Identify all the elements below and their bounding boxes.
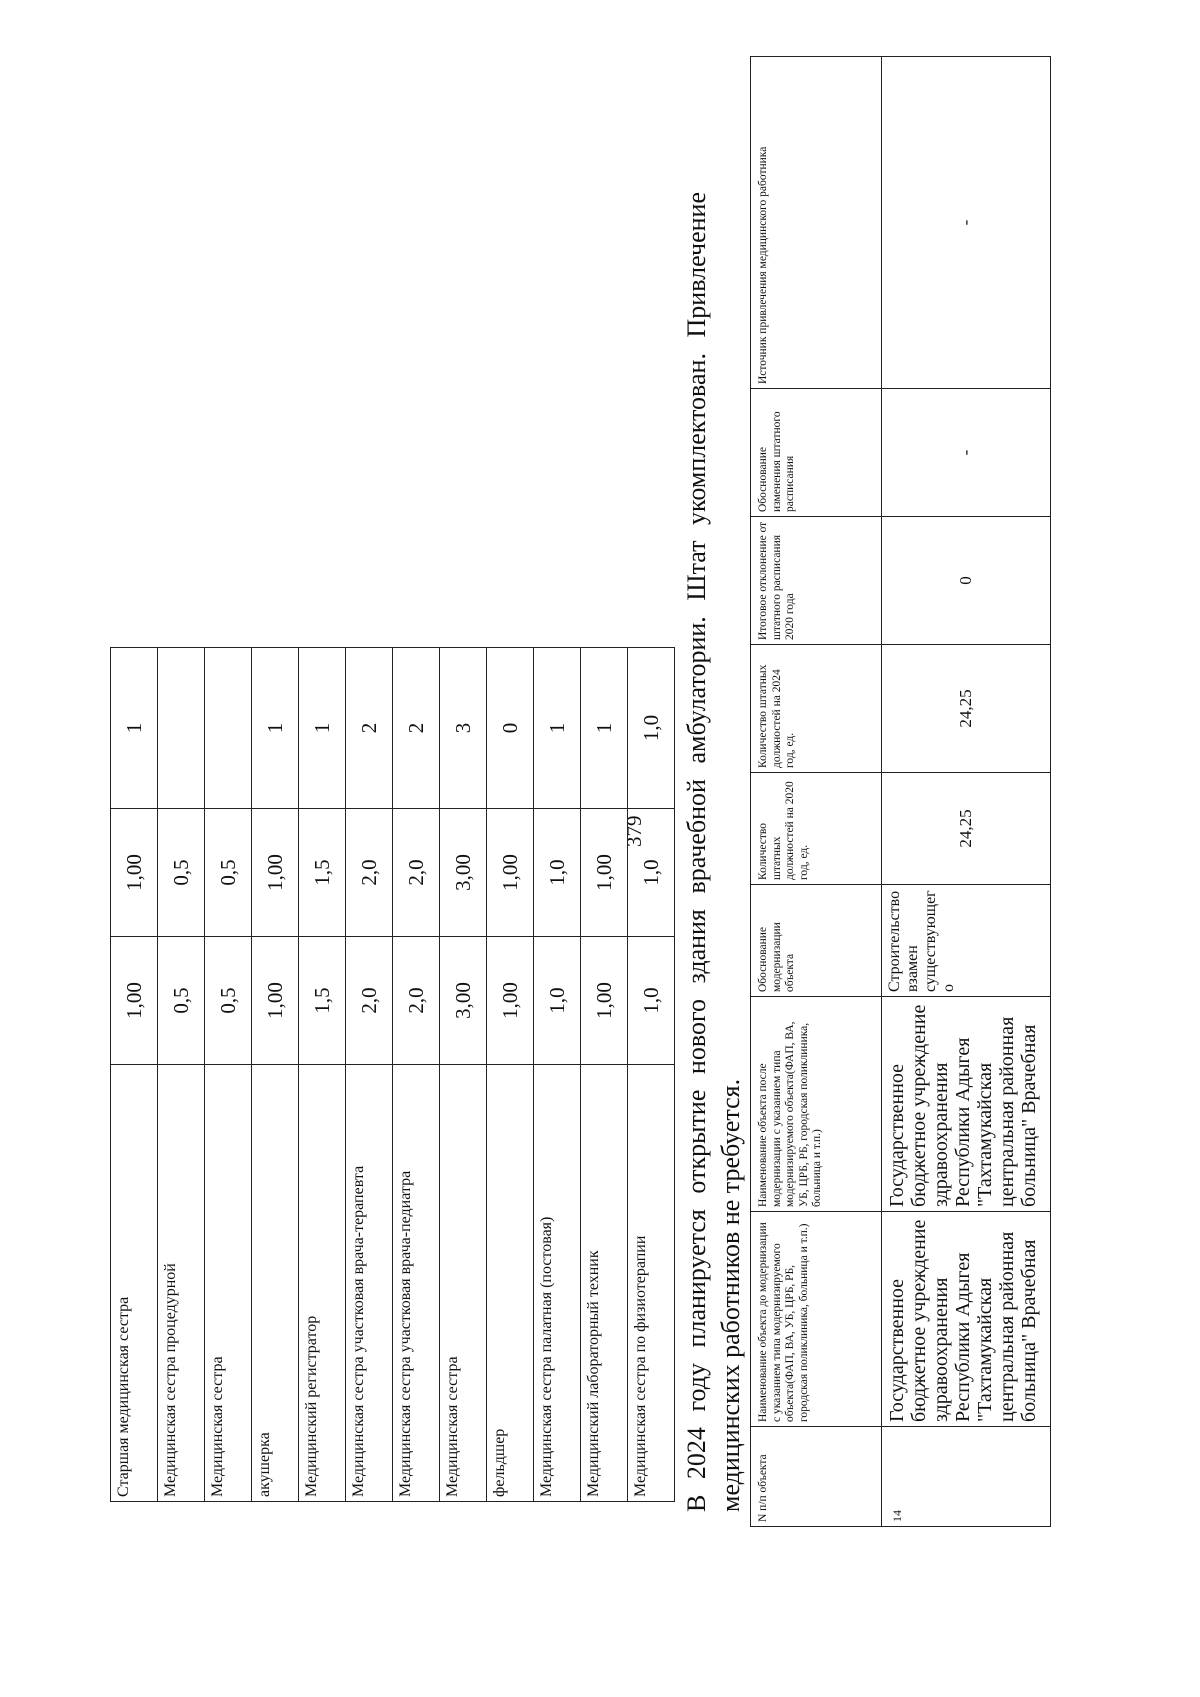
staff-value-2: 0,5: [158, 809, 205, 937]
staff-value-2: 1,0: [534, 809, 581, 937]
staff-name: фельдшер: [487, 1065, 534, 1502]
table-row: [111, 648, 158, 1502]
staff-value-1: 1,5: [299, 937, 346, 1065]
staff-value-2: 2,0: [346, 809, 393, 937]
count-2020: 24,25: [882, 773, 1051, 885]
staff-value-2: 0,5: [205, 809, 252, 937]
table-row: [487, 648, 534, 1502]
column-header: Наименование объекта после модернизации с указанием типа модернизируемого объекта(ФАП, ВА, УБ, ЦРБ, РБ, городская поликлиника, больница и т.п.): [751, 997, 882, 1212]
staff-name: Медицинская сестра участковая врача-терапевта: [346, 1065, 393, 1502]
staff-value-1: 0,5: [205, 937, 252, 1065]
table-header-row: [751, 57, 882, 1527]
table-row: [581, 648, 628, 1502]
staff-name: Медицинская сестра: [440, 1065, 487, 1502]
staff-value-2: 2,0: [393, 809, 440, 937]
staff-name: Медицинский регистратор: [299, 1065, 346, 1502]
staff-value-3: 1: [299, 648, 346, 809]
staff-value-1: 1,00: [487, 937, 534, 1065]
staff-value-3: 0: [487, 648, 534, 809]
staff-value-3: 2: [346, 648, 393, 809]
staff-value-3: 1,0: [628, 648, 675, 809]
staff-value-1: 1,0: [534, 937, 581, 1065]
staff-value-2: 3,00: [440, 809, 487, 937]
count-2024: 24,25: [882, 645, 1051, 773]
page-number: 379: [622, 815, 646, 847]
staff-value-1: 1,00: [581, 937, 628, 1065]
staff-name: Старшая медицинская сестра: [111, 1065, 158, 1502]
column-header: Количество штатных должностей на 2024 год, ед.: [751, 645, 882, 773]
table-row: [158, 648, 205, 1502]
staff-value-3: 3: [440, 648, 487, 809]
column-header: Источник привлечения медицинского работника: [751, 57, 882, 389]
table-row: [882, 57, 1051, 1527]
staff-value-3: [158, 648, 205, 809]
staff-value-2: 1,0: [628, 809, 675, 937]
staff-value-2: 1,00: [111, 809, 158, 937]
staff-value-2: 1,5: [299, 809, 346, 937]
object-after: Государственное бюджетное учреждение здравоохранения Республики Адыгея "Тахтамукайская центральная районная больница" Врачебная: [882, 997, 1051, 1212]
body-paragraph: В 2024 году планируется открытие нового здания врачебной амбулатории. Штат укомплектован. Привлечение медицинских работников не требуется.: [682, 192, 745, 1512]
deviation: 0: [882, 517, 1051, 645]
staff-value-1: 1,0: [628, 937, 675, 1065]
table-row: [628, 648, 675, 1502]
column-header: Обоснование изменения штатного расписания: [751, 389, 882, 517]
staff-value-1: 2,0: [393, 937, 440, 1065]
table-row: [252, 648, 299, 1502]
table-row: [346, 648, 393, 1502]
staff-value-1: 2,0: [346, 937, 393, 1065]
staff-value-3: 1: [111, 648, 158, 809]
column-header: Наименование объекта до модернизации с указанием типа модернизируемого объекта(ФАП, ВА, УБ, ЦРБ, РБ, городская поликлиника, больница и т.п.): [751, 1212, 882, 1427]
change-reason: -: [882, 389, 1051, 517]
table-row: [299, 648, 346, 1502]
column-header: Обоснование модернизации объекта: [751, 885, 882, 997]
table-row: [440, 648, 487, 1502]
staff-name: Медицинская сестра палатная (постовая): [534, 1065, 581, 1502]
staff-value-3: [205, 648, 252, 809]
staff-name: Медицинская сестра по физиотерапии: [628, 1065, 675, 1502]
staff-value-2: 1,00: [487, 809, 534, 937]
staff-value-3: 1: [534, 648, 581, 809]
table-row: [393, 648, 440, 1502]
staff-name: Медицинская сестра процедурной: [158, 1065, 205, 1502]
column-header: Итоговое отклонение от штатного расписания 2020 года: [751, 517, 882, 645]
staff-name: Медицинская сестра участковая врача-педиатра: [393, 1065, 440, 1502]
staff-value-1: 1,00: [252, 937, 299, 1065]
row-number: 14: [882, 1427, 1051, 1527]
staff-value-3: 2: [393, 648, 440, 809]
staff-value-3: 1: [252, 648, 299, 809]
staff-value-1: 3,00: [440, 937, 487, 1065]
source: -: [882, 57, 1051, 389]
table-row: [205, 648, 252, 1502]
staff-value-2: 1,00: [581, 809, 628, 937]
staff-value-2: 1,00: [252, 809, 299, 937]
staff-table: [110, 647, 675, 1502]
table-row: [534, 648, 581, 1502]
staff-name: Медицинская сестра: [205, 1065, 252, 1502]
staff-value-1: 1,00: [111, 937, 158, 1065]
column-header: N п/п объекта: [751, 1427, 882, 1527]
object-before: Государственное бюджетное учреждение здравоохранения Республики Адыгея "Тахтамукайская центральная районная больница" Врачебная: [882, 1212, 1051, 1427]
staff-name: Медицинский лабораторный техник: [581, 1065, 628, 1502]
staff-name: акушерка: [252, 1065, 299, 1502]
modernization-reason: Строительство взамен существующег о: [882, 885, 1051, 997]
staff-value-3: 1: [581, 648, 628, 809]
staff-value-1: 0,5: [158, 937, 205, 1065]
column-header: Количество штатных должностей на 2020 год, ед.: [751, 773, 882, 885]
modernization-table: [750, 56, 1051, 1527]
